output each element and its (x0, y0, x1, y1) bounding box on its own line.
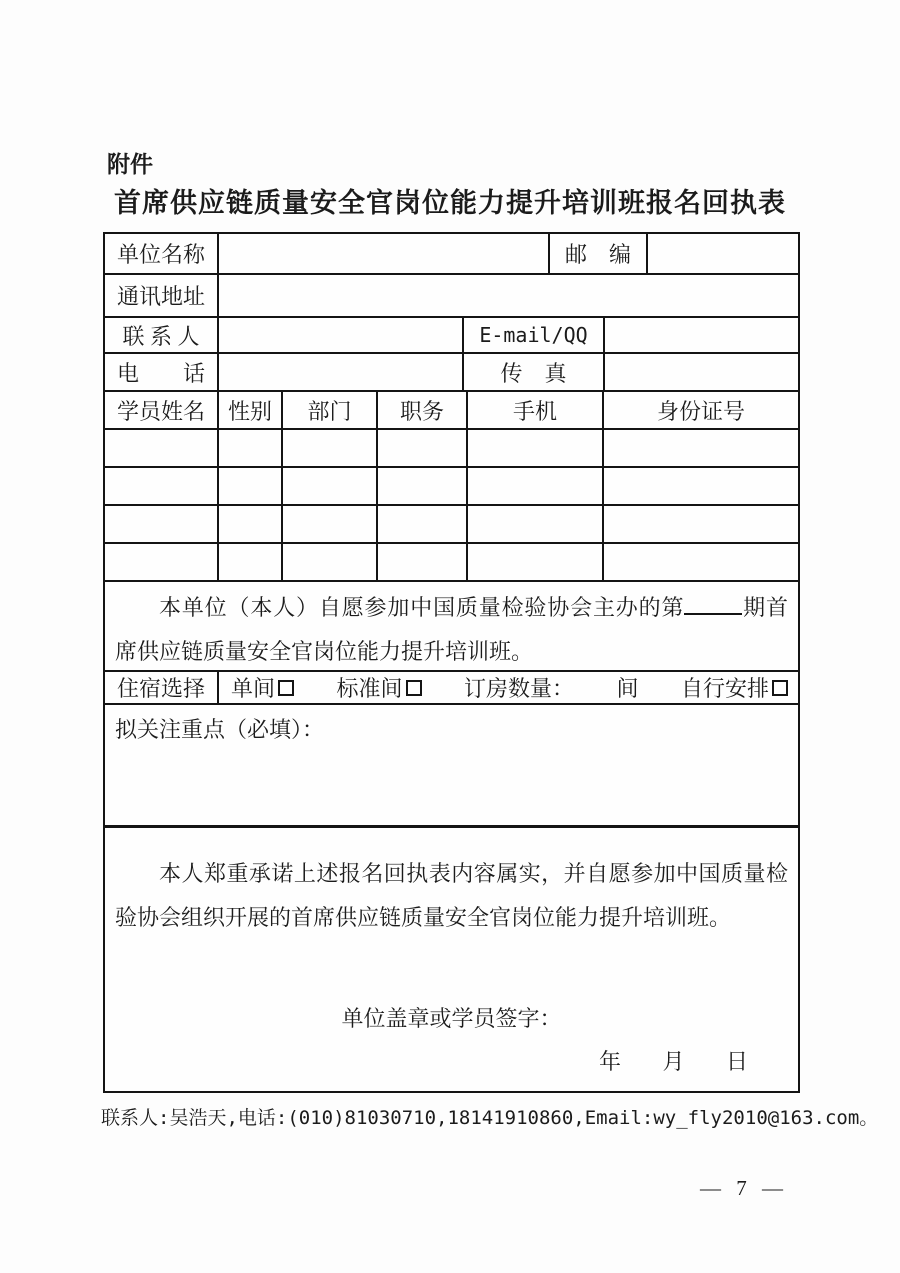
self-arrange-option (681, 672, 788, 703)
page-number: — 7 — (700, 1176, 788, 1200)
mobile-input[interactable] (468, 468, 604, 504)
department-input[interactable] (283, 468, 378, 504)
student-name-input[interactable] (105, 506, 219, 542)
accommodation-row (105, 672, 798, 705)
student-row-4 (105, 544, 798, 582)
participation-text (105, 582, 798, 670)
single-room-option (231, 672, 294, 703)
date-year-label: 年 (598, 1049, 621, 1074)
date-line (105, 1045, 798, 1076)
student-row-2 (105, 468, 798, 506)
student-row-1 (105, 430, 798, 468)
position-input[interactable] (378, 468, 468, 504)
department-header: 部门 (283, 392, 378, 428)
phone-label: 电 话 (105, 354, 219, 390)
postal-code-input[interactable] (648, 234, 798, 273)
fax-label: 传 真 (464, 354, 605, 390)
self-arrange-checkbox[interactable] (772, 680, 788, 696)
row-address (105, 275, 798, 318)
unit-name-label: 单位名称 (105, 234, 219, 273)
focus-input-area[interactable] (105, 705, 798, 825)
address-input[interactable] (219, 275, 798, 316)
participation-text-before: 本单位（本人）自愿参加中国质量检验协会主办的第 (159, 595, 685, 620)
self-arrange-label: 自行安排 (680, 676, 769, 701)
standard-room-checkbox[interactable] (406, 680, 422, 696)
participation-section (105, 582, 798, 672)
booking-unit-label: 间 (616, 676, 639, 701)
mobile-input[interactable] (468, 544, 604, 580)
accommodation-options (219, 672, 798, 703)
gender-input[interactable] (219, 468, 283, 504)
accommodation-label: 住宿选择 (105, 672, 219, 703)
page-title: 首席供应链质量安全官岗位能力提升培训班报名回执表 (114, 188, 786, 218)
date-month-label: 月 (662, 1049, 685, 1074)
attachment-label: 附件 (107, 151, 153, 177)
focus-label: 拟关注重点（必填）： (115, 717, 325, 742)
student-row-3 (105, 506, 798, 544)
department-input[interactable] (283, 506, 378, 542)
student-name-header: 学员姓名 (105, 392, 219, 428)
standard-room-label: 标准间 (336, 676, 403, 701)
position-input[interactable] (378, 506, 468, 542)
position-input[interactable] (378, 430, 468, 466)
contact-person-input[interactable] (219, 318, 464, 352)
participation-text-after: 期首席供应链质量安全官岗位能力提升培训班。 (115, 595, 788, 664)
postal-code-label: 邮 编 (550, 234, 648, 273)
id-number-input[interactable] (604, 506, 798, 542)
commitment-text: 本人郑重承诺上述报名回执表内容属实，并自愿参加中国质量检验协会组织开展的首席供应链质量安全官岗位能力提升培训班。 (115, 861, 788, 930)
mobile-header: 手机 (468, 392, 604, 428)
students-header-row (105, 392, 798, 430)
phone-input[interactable] (219, 354, 464, 390)
focus-section (105, 705, 798, 827)
id-number-input[interactable] (604, 544, 798, 580)
email-qq-input[interactable] (605, 318, 798, 352)
position-header: 职务 (378, 392, 468, 428)
footer-contact-info: 联系人:吴浩天,电话:(010)81030710,18141910860,Email:wy_fly2010@163.com。 (101, 1107, 879, 1129)
single-room-checkbox[interactable] (278, 680, 294, 696)
id-number-input[interactable] (604, 430, 798, 466)
unit-name-input[interactable] (219, 234, 550, 273)
mobile-input[interactable] (468, 430, 604, 466)
standard-room-option (336, 672, 421, 703)
gender-input[interactable] (219, 544, 283, 580)
session-number-blank[interactable] (684, 593, 742, 615)
student-name-input[interactable] (105, 468, 219, 504)
row-contact (105, 318, 798, 354)
department-input[interactable] (283, 430, 378, 466)
contact-person-label: 联 系 人 (105, 318, 219, 352)
row-phone (105, 354, 798, 392)
date-day-label: 日 (725, 1049, 748, 1074)
booking-qty-label: 订房数量： (463, 676, 574, 701)
email-qq-label: E-mail/QQ (464, 318, 605, 352)
gender-input[interactable] (219, 506, 283, 542)
gender-header: 性别 (219, 392, 283, 428)
id-number-input[interactable] (604, 468, 798, 504)
gender-input[interactable] (219, 430, 283, 466)
student-name-input[interactable] (105, 430, 219, 466)
single-room-label: 单间 (231, 676, 276, 701)
student-name-input[interactable] (105, 544, 219, 580)
id-number-header: 身份证号 (656, 398, 745, 424)
commitment-section (105, 827, 798, 1091)
mobile-input[interactable] (468, 506, 604, 542)
fax-input[interactable] (605, 354, 798, 390)
address-label: 通讯地址 (105, 275, 219, 316)
department-input[interactable] (283, 544, 378, 580)
row-unit-name (105, 234, 798, 275)
signature-label: 单位盖章或学员签字： (341, 1006, 562, 1031)
position-input[interactable] (378, 544, 468, 580)
registration-form-table (103, 232, 800, 1093)
